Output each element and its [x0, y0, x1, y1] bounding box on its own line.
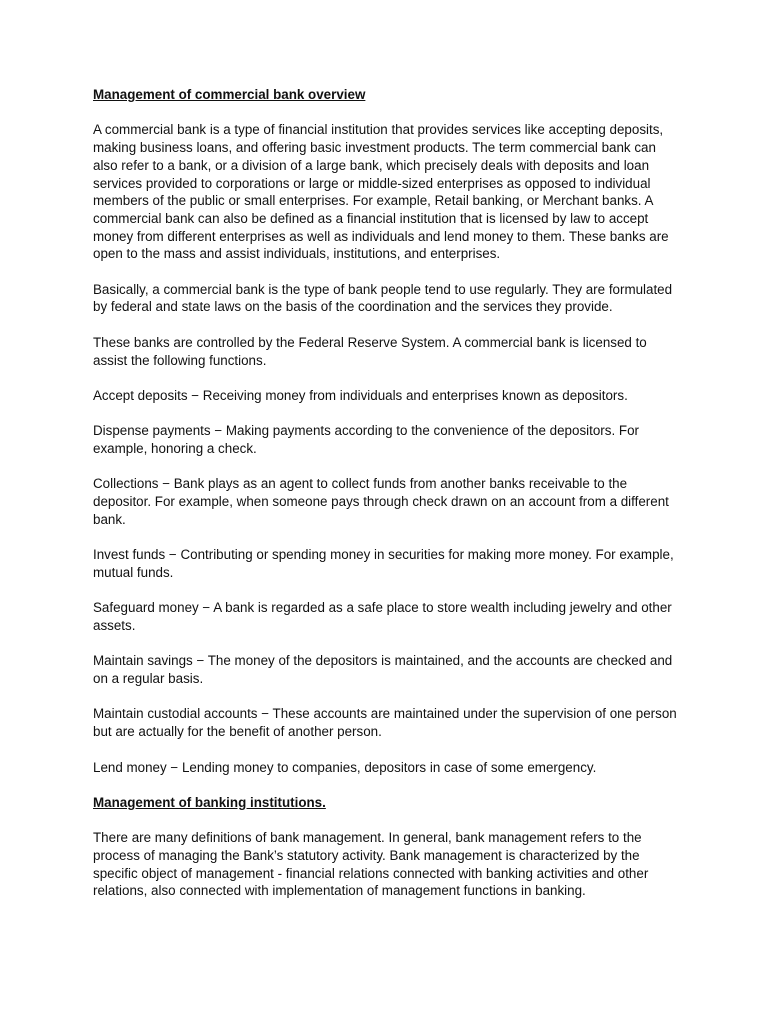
function-safeguard-money: Safeguard money − A bank is regarded as a safe place to store wealth including jewelry and other assets.	[93, 600, 672, 633]
paragraph-federal-reserve: These banks are controlled by the Federal Reserve System. A commercial bank is licensed to assist the following functions.	[93, 334, 647, 368]
section-heading-banking-institutions: Management of banking institutions.	[93, 794, 326, 810]
function-lend-money: Lend money − Lending money to companies, depositors in case of some emergency.	[93, 759, 597, 775]
function-maintain-savings: Maintain savings − The money of the depositors is maintained, and the accounts are checked and on a regular basis.	[93, 653, 673, 687]
paragraph-definition: A commercial bank is a type of financial institution that provides services like accepting deposits, making business loans, and offering basic investment products. The term commercial bank can also refer to a bank, or a division of a large bank, which precisely deals with deposits and loan services provided to corporations or large or middle-sized enterprises as opposed to individual members of the public or small enterprises. For example, Retail banking, or Merchant banks. A commercial bank can also be defined as a financial institution that is licensed by law to accept money from different enterprises as well as individuals and lend money to them. These banks are open to the mass and assist individuals, institutions, and enterprises.	[93, 122, 669, 262]
function-maintain-custodial-accounts: Maintain custodial accounts − These accounts are maintained under the supervision of one person but are actually for the benefit of another person.	[93, 706, 677, 740]
document-page	[93, 86, 683, 900]
paragraph-bank-management: There are many definitions of bank management. In general, bank management refers to the process of managing the Bank’s statutory activity. Bank management is characterized by the specific object of management - financial relations connected with banking activities and other relations, also connected with implementation of management functions in banking.	[93, 830, 649, 899]
section-heading-commercial-bank-overview: Management of commercial bank overview	[93, 87, 366, 102]
function-collections: Collections − Bank plays as an agent to collect funds from another banks receivable to the depositor. For example, when someone pays through check drawn on an account from a different bank.	[93, 476, 669, 527]
paragraph-regular-use: Basically, a commercial bank is the type of bank people tend to use regularly. They are formulated by federal and state laws on the basis of the coordination and the services they provide.	[93, 281, 673, 315]
function-accept-deposits: Accept deposits − Receiving money from individuals and enterprises known as depositors.	[93, 387, 628, 403]
function-dispense-payments: Dispense payments − Making payments according to the convenience of the depositors. For example, honoring a check.	[93, 423, 639, 456]
function-invest-funds: Invest funds − Contributing or spending money in securities for making more money. For example, mutual funds.	[93, 547, 674, 580]
